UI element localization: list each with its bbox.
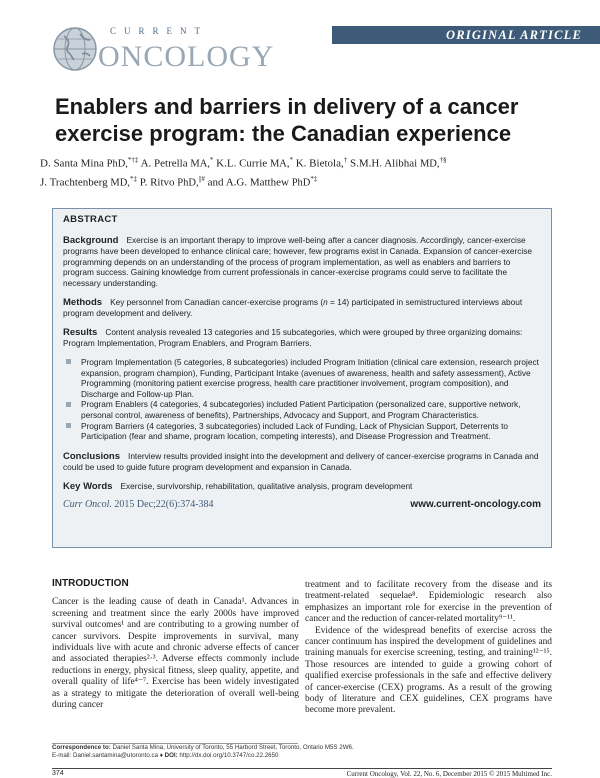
- author-name: J. Trachtenberg: [40, 176, 108, 189]
- section-text: Exercise is an important therapy to improve well-being after a cancer diagnosis. Accordingly, cancer-exercise programs have been developed to enhance clinical care; however, few programs exist in Canada. Expansion of cancer-exercise programming depends on an understanding of the process of program implementation, as well as enablers and barriers to program success. Gaining knowledge from current professionals in cancer-exercise programs could serve to facilitate the necessary understanding.: [63, 234, 533, 288]
- correspondence-note: [52, 744, 372, 761]
- author-name: K. Bietola,: [295, 157, 344, 170]
- journal-logo: [52, 24, 275, 82]
- doi-label: DOI:: [164, 752, 178, 760]
- body-column-right: [305, 580, 552, 717]
- abstract-box: [52, 208, 552, 548]
- results-bullet-list: [63, 357, 541, 442]
- footer-divider: [52, 768, 552, 769]
- author-name: and A.G. Matthew: [207, 176, 289, 189]
- globe-icon: [52, 26, 98, 72]
- section-label: Conclusions: [63, 450, 121, 462]
- author-name: P. Ritvo: [139, 176, 175, 189]
- sample-size-symbol: n: [323, 296, 328, 307]
- section-text: Key personnel from Canadian cancer-exercise programs (: [110, 296, 324, 307]
- logo-oncology-text: ONCOLOGY: [98, 40, 275, 73]
- abstract-results: [63, 327, 541, 349]
- citation-row: [63, 500, 541, 514]
- author-degree: PhD,: [177, 177, 199, 189]
- abstract-background: [63, 235, 541, 289]
- section-text: Content analysis revealed 13 categories and 15 subcategories, which were grouped by three organizing domains: Program Implementation, Program Enablers, and Program Barriers.: [63, 326, 523, 349]
- abstract-methods: [63, 297, 541, 319]
- list-item: Program Enablers (4 categories, 4 subcategories) included Patient Participation (personalized care, supportive network, personal control, awareness of benefits), Partnerships, Advocacy and Support, and Program Characteristics.: [81, 399, 541, 420]
- introduction-heading: INTRODUCTION: [52, 578, 129, 589]
- section-label: Methods: [63, 296, 103, 308]
- author-degree: MA,: [269, 158, 290, 170]
- author-name: D. Santa Mina: [40, 157, 104, 170]
- email-doi-line: E-mail: Daniel.santamina@utoronto.ca ♦ DOI: http://dx.doi.org/10.3747/co.22.2650: [52, 752, 279, 760]
- list-item: Program Implementation (5 categories, 8 subcategories) included Program Initiation (clinical care extension, research project expansion, program champion), Funding, Participant Intake (avenues of awareness, health and safety assessment), Active Programming (monitoring patient exercise progress, health care practitioner involvement, program composition), and Discharge and Follow-up Plan.: [81, 357, 541, 399]
- section-label: Results: [63, 326, 98, 338]
- correspondence-label: Correspondence to:: [52, 744, 111, 751]
- author-name: K.L. Currie: [216, 157, 268, 170]
- author-line-1: [40, 153, 580, 172]
- journal-website-link[interactable]: www.current-oncology.com: [410, 499, 541, 511]
- author-affiliation-mark: *‡: [129, 174, 137, 183]
- citation-journal: Curr Oncol.: [63, 499, 112, 511]
- author-affiliation-mark: ||#: [198, 174, 205, 183]
- author-affiliation-mark: *‡: [310, 174, 318, 183]
- author-line-2: [40, 172, 580, 191]
- section-label: Background: [63, 234, 119, 246]
- section-label: Key Words: [63, 480, 113, 492]
- abstract-content: [63, 215, 541, 514]
- article-title: Enablers and barriers in delivery of a cancer exercise program: the Canadian experience: [55, 94, 519, 146]
- citation-details: 2015 Dec;22(6):374-384: [111, 499, 214, 511]
- doi-link[interactable]: http://dx.doi.org/10.3747/co.22.2650: [177, 752, 279, 760]
- abstract-heading: ABSTRACT: [63, 214, 118, 225]
- section-text: Exercise, survivorship, rehabilitation, qualitative analysis, program development: [120, 480, 413, 491]
- author-name: A. Petrella: [140, 157, 188, 170]
- email-text[interactable]: E-mail: Daniel.santamina@utoronto.ca: [52, 752, 159, 760]
- author-list: [40, 153, 580, 190]
- journal-info: Current Oncology, Vol. 22, No. 6, December 2015 © 2015 Multimed Inc.: [346, 770, 552, 778]
- author-degree: PhD,: [106, 158, 128, 170]
- article-type-badge: ORIGINAL ARTICLE: [332, 26, 600, 44]
- body-paragraph: Cancer is the leading cause of death in Canada¹. Advances in screening and treatment since the early 2000s have improved survival outcomes¹ and are contributing to a growing number of cancer survivors. Despite improvements in survival, many individuals live with acute and chronic adverse effects of cancer and associated therapies²·³. Adverse effects commonly include reductions in energy, physical fitness, sleep quality, appetite, and overall quality of life⁴⁻⁷. Exercise has been widely investigated as a strategy to mitigate the deterioration of overall well-being during cancer: [52, 597, 299, 711]
- page-number: 374: [52, 770, 64, 777]
- author-affiliation-mark: †§: [439, 156, 447, 164]
- author-affiliation-mark: †: [343, 156, 348, 164]
- author-degree: MA,: [190, 158, 210, 170]
- author-affiliation-mark: *†‡: [127, 156, 139, 164]
- correspondence-address: Daniel Santa Mina, University of Toronto, 55 Harbord Street, Toronto, Ontario M5S 2W6.: [110, 744, 354, 751]
- section-text: Interview results provided insight into the development and delivery of cancer-exercise programs in Canada and could be used to guide future program development and expansion in Canada.: [63, 450, 539, 473]
- body-paragraph: treatment and to facilitate recovery from the disease and its treatment-related sequelae⁸. Epidemiologic research also emphasizes an important role for exercise in the prevention of cancer and the reduction of cancer-related mortality⁹⁻¹¹.: [305, 580, 552, 625]
- author-degree: MD,: [110, 177, 130, 189]
- list-item: Program Barriers (4 categories, 3 subcategories) included Lack of Funding, Lack of Physician Support, Deterrents to Participation (fear and shame, program location, competing interests), and Disease Progression and Treatment.: [81, 421, 541, 442]
- citation: [63, 500, 214, 511]
- abstract-conclusions: [63, 451, 541, 473]
- author-name: S.M.H. Alibhai: [349, 157, 418, 170]
- author-degree: MD,: [419, 158, 440, 170]
- author-affiliation-mark: *: [209, 156, 214, 164]
- correspondence-line: [52, 744, 372, 752]
- body-column-left: [52, 578, 299, 711]
- abstract-keywords: [63, 481, 541, 493]
- author-affiliation-mark: *: [289, 156, 293, 164]
- author-degree: PhD: [291, 177, 311, 189]
- body-paragraph: Evidence of the widespread benefits of exercise across the cancer continuum has inspired the development of guidelines and training manuals for exercise screening, testing, and training¹²⁻¹⁵. Those resources are intended to guide a growing cohort of qualified exercise professionals in the safe and effective delivery of cancer-exercise (CEX) programs. As a result of the growing body of literature and CEX guidelines, CEX programs have become more prevalent.: [305, 625, 552, 716]
- logo-current-text: CURRENT: [110, 26, 209, 36]
- section-text: = 14) participated in semistructured interviews about program development and delivery.: [63, 296, 523, 319]
